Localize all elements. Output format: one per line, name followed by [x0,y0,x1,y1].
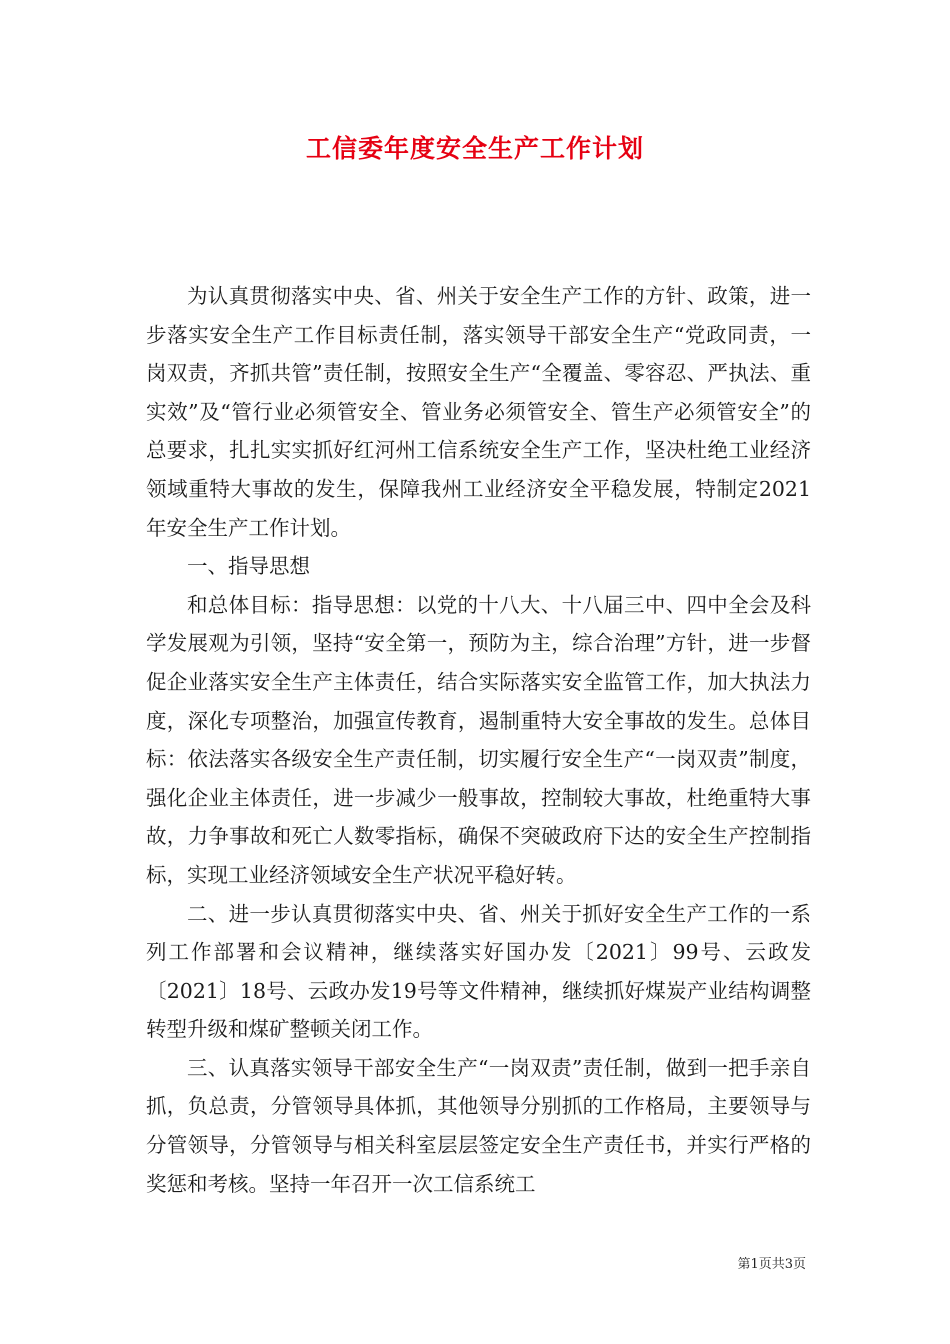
paragraph-section-2: 二、进一步认真贯彻落实中央、省、州关于抓好安全生产工作的一系列工作部署和会议精神，继续落实好国办发〔2021〕99号、云政发〔2021〕18号、云政办发19号等文件精神，继续抓好煤炭产业结构调整转型升级和煤矿整顿关闭工作。 [146,901,811,1042]
section-heading-1: 一、指导思想 [187,554,310,579]
paragraph-guiding-ideology: 和总体目标：指导思想：以党的十八大、十八届三中、四中全会及科学发展观为引领，坚持“安全第一，预防为主，综合治理”方针，进一步督促企业落实安全生产主体责任，结合实际落实安全监管工作，加大执法力度，深化专项整治，加强宣传教育，遏制重特大安全事故的发生。总体目标：依法落实各级安全生产责任制，切实履行安全生产“一岗双责”制度，强化企业主体责任，进一步减少一般事故，控制较大事故，杜绝重特大事故，力争事故和死亡人数零指标，确保不突破政府下达的安全生产控制指标，实现工业经济领域安全生产状况平稳好转。 [146,592,811,887]
document-title: 工信委年度安全生产工作计划 [305,134,644,163]
paragraph-intro: 为认真贯彻落实中央、省、州关于安全生产工作的方针、政策，进一步落实安全生产工作目标责任制，落实领导干部安全生产“党政同责，一岗双责，齐抓共管”责任制，按照安全生产“全覆盖、零容忍、严执法、重实效”及“管行业必须管安全、管业务必须管安全、管生产必须管安全”的总要求，扎扎实实抓好红河州工信系统安全生产工作，坚决杜绝工业经济领域重特大事故的发生，保障我州工业经济安全平稳发展，特制定2021年安全生产工作计划。 [146,284,811,540]
paragraph-section-3: 三、认真落实领导干部安全生产“一岗双责”责任制，做到一把手亲自抓，负总责，分管领导具体抓，其他领导分别抓的工作格局，主要领导与分管领导，分管领导与相关科室层层签定安全生产责任书，并实行严格的奖惩和考核。坚持一年召开一次工信系统工 [146,1055,811,1196]
page-number-footer: 第1页共3页 [737,1257,806,1272]
document-body [146,277,811,1203]
